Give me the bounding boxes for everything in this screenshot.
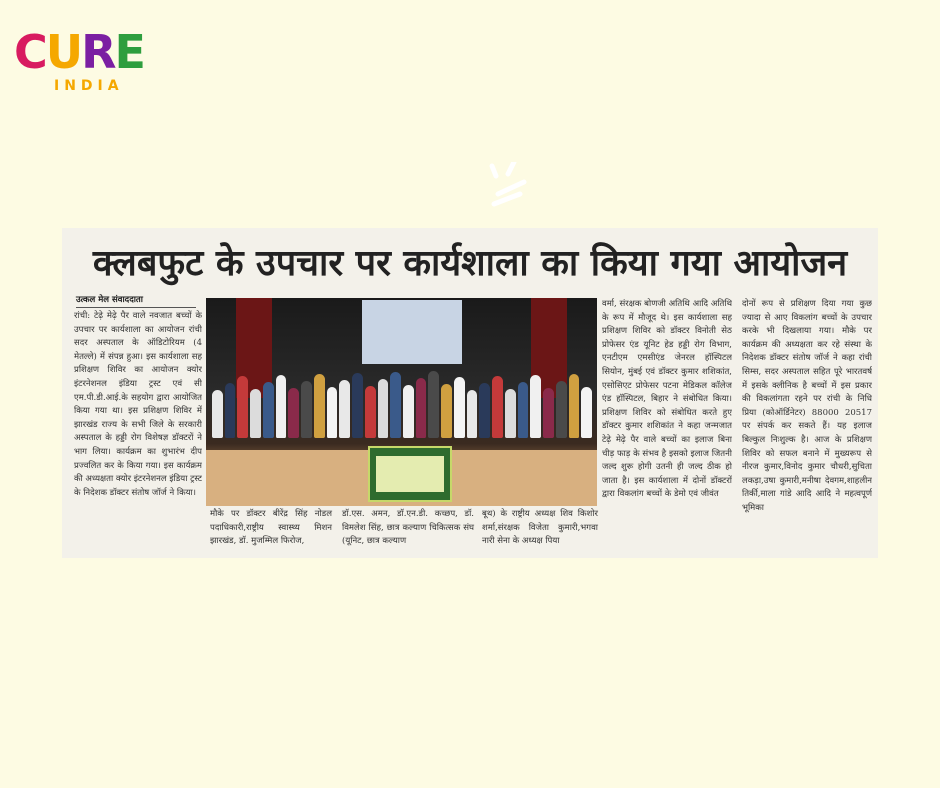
article-column-4: वर्मा, संरक्षक बोणजी अतिथि आदि अतिथि के रूप में मौजूद थे। इस कार्यशाला सह प्रशिक्षण शिविर को डॉक्टर विनोती सेठ प्रोफेसर एंड यूनिट हेड हड्डी रोग विभाग, एनटीएम एमसीएंड जेनरल हॉस्पिटल सियोन, मुंबई एवं डॉक्टर कुमार शशिकांत, एसोसिएट प्रोफेसर पटना मेडिकल कॉलेज एंड हॉस्पिटल, बिहार ने संबोधित किया। प्रशिक्षण शिविर को संबोधित करते हुए डॉक्टर कुमार शशिकांत ने कहा जन्मजात टेढ़े मेढ़े पैर वाले बच्चों का इलाज बिना चीड़ फाड़ के संभव है इसको इलाज जितनी जल्द शुरू होगी उतनी ही जल्द ठीक हो जाता है। इस कार्यशाला में दोनों डॉक्टरों द्वारा विकलांग बच्चों के डेमो एवं जीवंत	[602, 299, 732, 500]
photo-caption-1: मौके पर डॉक्टर बीरेंद्र सिंह नोडल पदाधिकारी,राष्ट्रीय स्वास्थ्य मिशन झारखंड, डॉ. मुजम्मिल फिरोज,	[210, 509, 332, 547]
person-figure	[212, 390, 223, 438]
person-figure	[301, 381, 312, 438]
person-figure	[403, 385, 414, 438]
person-figure	[250, 389, 261, 438]
person-figure	[288, 388, 299, 438]
person-figure	[378, 379, 389, 438]
projector-screen	[362, 300, 462, 364]
event-photo	[206, 298, 597, 506]
person-figure	[441, 384, 452, 438]
person-figure	[505, 389, 516, 438]
person-figure	[454, 377, 465, 438]
byline: उत्कल मेल संवाददाता	[76, 294, 196, 308]
person-figure	[479, 383, 490, 438]
person-figure	[428, 371, 439, 438]
person-figure	[416, 378, 427, 438]
logo-wordmark	[14, 25, 144, 79]
sparkle-icon	[488, 162, 528, 207]
photo-caption-2: डॉ.एस. अमन, डॉ.एन.डी. कच्छप, डॉ. विमलेश सिंह, छात्र कल्याण चिकित्सक संघ (यूनिट, छात्र कल्याण	[342, 509, 474, 547]
person-figure	[518, 382, 529, 438]
person-figure	[263, 382, 274, 438]
newspaper-clipping	[62, 228, 878, 558]
person-figure	[390, 372, 401, 438]
logo-subtitle: INDIA	[54, 78, 124, 94]
article-column-1: रांची: टेढ़े मेढ़े पैर वाले नवजात बच्चों के उपचार पर कार्यशाला का आयोजन रांची सदर अस्पताल के ऑडिटोरियम (4 मेतल्ले) में संपन्न हुआ। इस कार्यशाला सह प्रशिक्षण शिविर का आयोजन क्योर इंटरनेशनल इंडिया ट्रस्ट एवं सी एम.पी.डी.आई.के सहयोग द्वारा आयोजित किया गया था। इस प्रशिक्षण शिविर में झारखंड राज्य के सभी जिले के सरकारी अस्पताल के हड्डी रोग विशेषज्ञ डॉक्टरों ने भाग लिया। कार्यक्रम का शुभारंभ दीप प्रज्वलित कर के किया गया। इस कार्यक्रम की अध्यक्षता क्योर इंटरनेशनल इंडिया ट्रस्ट के निदेशक डॉक्टर संतोष जॉर्ज ने किया।	[74, 311, 202, 498]
logo-letter-u: U	[45, 25, 82, 79]
person-figure	[225, 383, 236, 438]
person-figure	[492, 376, 503, 438]
logo-letter-c: C	[14, 25, 46, 79]
logo-letter-r: R	[81, 25, 115, 79]
group-of-people	[212, 370, 592, 438]
person-figure	[352, 373, 363, 438]
person-figure	[543, 388, 554, 438]
headline: क्लबफुट के उपचार पर कार्यशाला का किया गया आयोजन	[92, 241, 848, 284]
person-figure	[327, 387, 338, 438]
person-figure	[581, 387, 592, 438]
person-figure	[467, 390, 478, 438]
cure-india-logo	[14, 25, 179, 98]
person-figure	[339, 380, 350, 438]
person-figure	[530, 375, 541, 438]
person-figure	[276, 375, 287, 438]
person-figure	[556, 381, 567, 438]
logo-letter-e: E	[114, 25, 144, 79]
event-banner	[368, 446, 452, 502]
article-column-5: दोनों रूप से प्रशिक्षण दिया गया कुछ ज्यादा से आए विकलांग बच्चों के उपचार करके भी दिखलाया गया। मौके पर कार्यक्रम की अध्यक्षता कर रहे संस्था के निदेशक डॉक्टर संतोष जॉर्ज ने कहा रांची सिम्स, सदर अस्पताल सहित पूरे भारतवर्ष में इसके क्लीनिक है बच्चों में इस प्रकार की विकलांगता रहने पर रांची के निधि प्रिया (कोऑर्डिनेटर) 88000 20517 पर संपर्क कर सकते हैं। यह इलाज बिल्कुल निःशुल्क है। आज के प्रशिक्षण शिविर को सफल बनाने में मुख्यरूप से नीरज कुमार,विनोद कुमार चौधरी,सुचिता लकड़ा,उषा कुमारी,मनीषा देवगम,शाहलीन तिर्की,माला गांडे आदि आदि ने महत्वपूर्ण भूमिका	[742, 299, 872, 513]
photo-caption-3: बूथ) के राष्ट्रीय अध्यक्ष शिव किशोर शर्मा,संरक्षक विजेता कुमारी,भगवा नारी सेना के अध्यक्ष पिया	[482, 509, 598, 547]
person-figure	[237, 376, 248, 438]
person-figure	[314, 374, 325, 438]
person-figure	[365, 386, 376, 438]
person-figure	[569, 374, 580, 438]
